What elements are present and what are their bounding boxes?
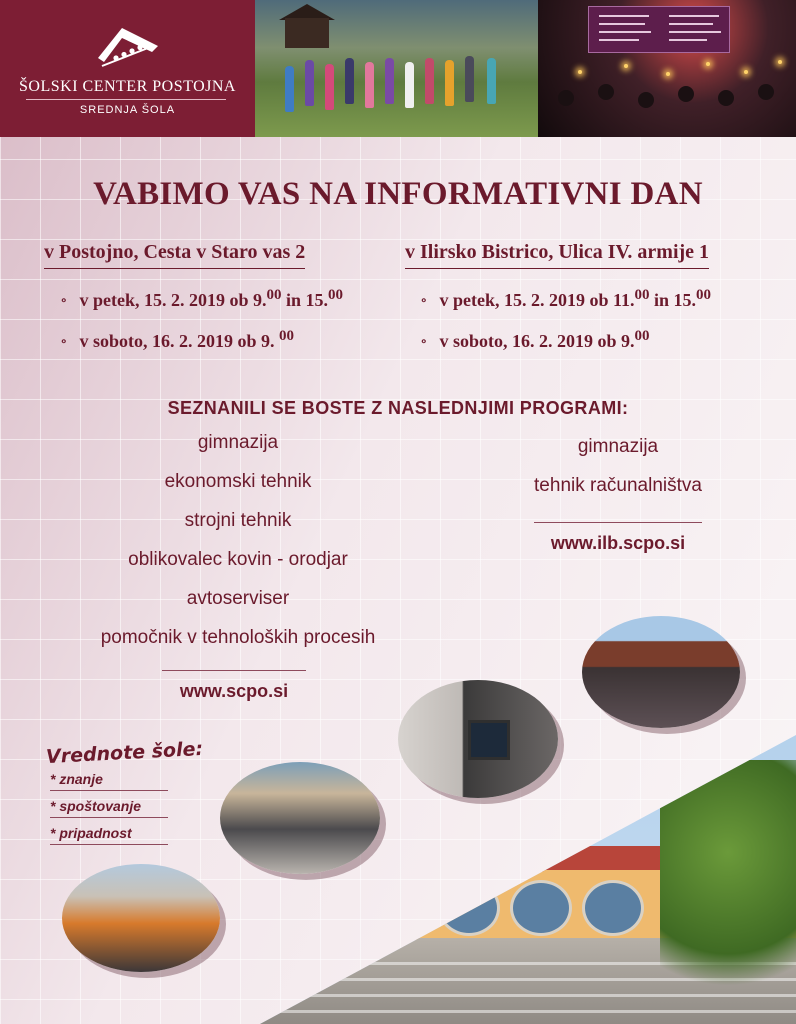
program-item: gimnazija xyxy=(577,436,659,457)
candle-light xyxy=(578,70,582,74)
person-figure xyxy=(325,64,334,110)
value-item: * pripadnost xyxy=(50,825,168,845)
person-figure xyxy=(365,62,374,108)
person-figure xyxy=(285,66,294,112)
stage-screen xyxy=(588,6,730,53)
date-postojna-saturday: ∘ v soboto, 16. 2. 2019 ob 9. $^{00}$ xyxy=(60,328,295,351)
program-item: pomočnik v tehnoloških procesih xyxy=(100,627,376,648)
program-item: ekonomski tehnik xyxy=(164,471,312,492)
location-ilirska-bistrica: v Ilirsko Bistrico, Ulica IV. armije 1 xyxy=(405,241,709,269)
candle-light xyxy=(778,60,782,64)
circle-bullet-icon: ∘ xyxy=(420,293,428,307)
school-logo-block xyxy=(0,0,255,137)
school-logo-icon xyxy=(92,18,164,74)
audience-head xyxy=(558,90,574,106)
round-window xyxy=(582,880,644,936)
candle-light xyxy=(666,72,670,76)
candle-light xyxy=(624,64,628,68)
round-window xyxy=(510,880,572,936)
program-item: strojni tehnik xyxy=(184,510,292,531)
program-item: gimnazija xyxy=(197,432,279,453)
dance-photo-circle xyxy=(62,864,220,972)
program-item: avtoserviser xyxy=(186,588,290,609)
person-figure xyxy=(445,60,454,106)
website-ilirska-bistrica-link[interactable]: www.ilb.scpo.si xyxy=(550,533,686,553)
person-figure xyxy=(385,58,394,104)
circle-bullet-icon: ∘ xyxy=(420,334,428,348)
value-item: * znanje xyxy=(50,771,168,791)
person-figure xyxy=(345,58,354,104)
website-postojna-link[interactable]: www.scpo.si xyxy=(179,681,289,701)
website-divider xyxy=(534,522,702,523)
location-postojna: v Postojno, Cesta v Staro vas 2 xyxy=(44,241,305,269)
programs-heading: SEZNANILI SE BOSTE Z NASLEDNJIMI PROGRAMI: xyxy=(167,398,629,418)
audience-head xyxy=(718,90,734,106)
audience-head xyxy=(598,84,614,100)
audience-head xyxy=(758,84,774,100)
person-figure xyxy=(425,58,434,104)
candle-light xyxy=(706,62,710,66)
hut xyxy=(285,18,329,48)
invitation-title: VABIMO VAS NA INFORMATIVNI DAN xyxy=(93,176,703,212)
concert-photo xyxy=(538,0,796,137)
tree xyxy=(660,760,796,1024)
program-item: tehnik računalništva xyxy=(534,475,702,496)
date-ilirska-bistrica-friday: ∘ v petek, 15. 2. 2019 ob 11.00 in 15.00 xyxy=(420,287,712,310)
circle-bullet-icon: ∘ xyxy=(60,293,68,307)
school-subtitle: SREDNJA ŠOLA xyxy=(79,104,176,116)
logo-divider xyxy=(26,99,226,100)
students-photo-circle xyxy=(582,616,740,728)
person-figure xyxy=(405,62,414,108)
circle-bullet-icon: ∘ xyxy=(60,334,68,348)
group-photo xyxy=(255,0,538,137)
person-figure xyxy=(487,58,496,104)
audience-head xyxy=(638,92,654,108)
group-photo-circle xyxy=(220,762,380,874)
candle-light xyxy=(744,70,748,74)
round-window xyxy=(438,880,500,936)
round-window xyxy=(366,880,428,936)
website-divider xyxy=(162,670,306,671)
computer-screen xyxy=(468,720,510,760)
date-postojna-friday: ∘ v petek, 15. 2. 2019 ob 9.00 in 15.00 xyxy=(60,287,344,310)
school-name: ŠOLSKI CENTER POSTOJNA xyxy=(19,78,236,95)
classroom-photo-circle xyxy=(398,680,558,798)
date-ilirska-bistrica-saturday: ∘ v soboto, 16. 2. 2019 ob 9.00 xyxy=(420,328,650,351)
person-figure xyxy=(305,60,314,106)
value-item: * spoštovanje xyxy=(50,798,168,818)
audience-head xyxy=(678,86,694,102)
program-item: oblikovalec kovin - orodjar xyxy=(128,549,348,570)
person-figure xyxy=(465,56,474,102)
values-title: Vrednote šole: xyxy=(45,737,204,769)
